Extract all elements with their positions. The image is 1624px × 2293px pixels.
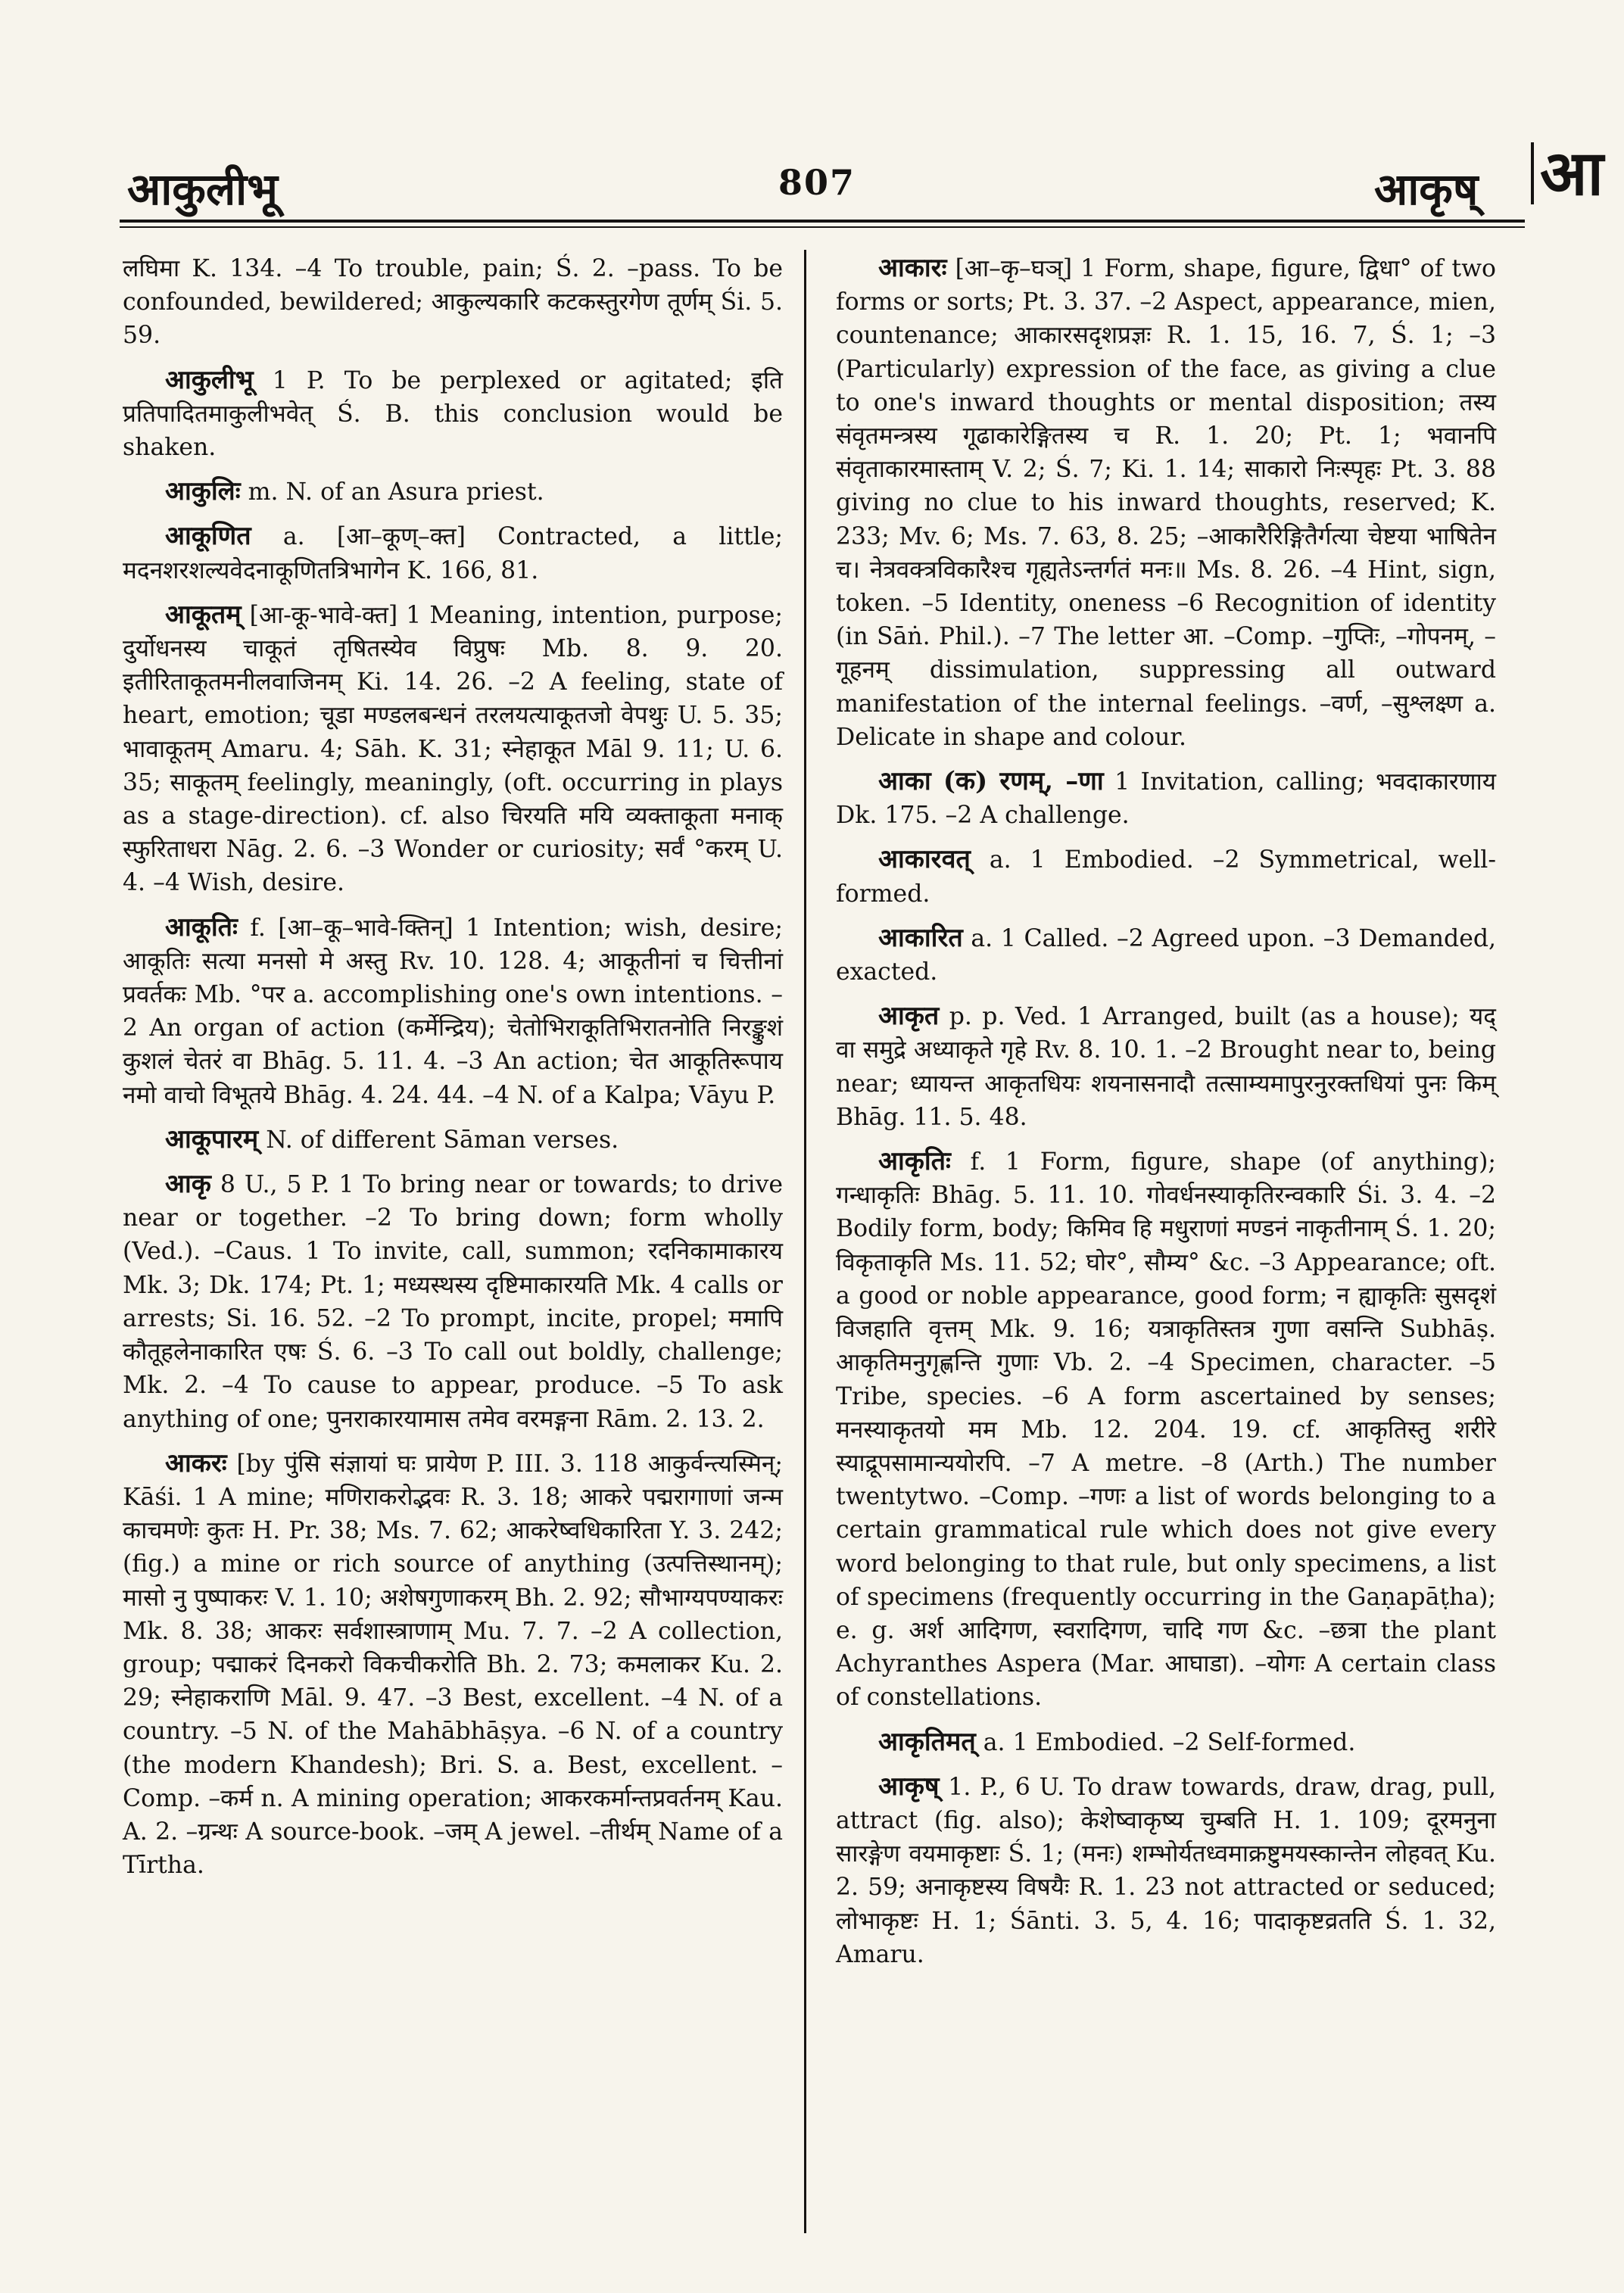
entry-headword: आकरः — [165, 1447, 227, 1478]
dictionary-entry — [123, 363, 783, 465]
dictionary-entry — [123, 1447, 783, 1883]
header-rule-thick — [120, 220, 1525, 223]
entry-text: [by पुंसि संज्ञायां घः प्रायेण P. III. 3. 118 आकुर्वन्त्यस्मिन्; Kāśi. 1 A mine; मणिराकरोद्भवः R. 3. 18; आकरे पद्मरागाणां जन्म काचमणेः कुतः H. Pr. 38; Ms. 7. 62; आकरेष्वधिकारिता Y. 3. 242; (fig.) a mine or rich source of anything (उत्पत्तिस्थानम्); मासो नु पुष्पाकरः V. 1. 10; अशेषगुणाकरम् Bh. 2. 92; सौभाग्यपण्याकरः Mk. 8. 38; आकरः सर्वशास्त्राणाम् Mu. 7. 7. –2 A collection, group; पद्माकरं दिनकरो विकचीकरोति Bh. 2. 73; कमलाकर Ku. 2. 29; स्नेहाकराणि Māl. 9. 47. –3 Best, excellent. –4 N. of a country. –5 N. of the Mahābhāṣya. –6 N. of a country (the modern Khandesh); Bri. S. a. Best, excellent. –Comp. –कर्म n. A mining operation; आकरकर्मान्तप्रवर्तनम् Kau. A. 2. –ग्रन्थः A source-book. –जम् A jewel. –तीर्थम् Name of a Tīrtha. — [123, 1450, 784, 1880]
entry-text: a. 1 Embodied. –2 Self-formed. — [983, 1728, 1356, 1756]
dictionary-entry — [836, 999, 1496, 1134]
entry-headword: आकृष् — [878, 1771, 940, 1802]
page-header — [0, 0, 1624, 227]
dictionary-entry — [123, 911, 783, 1112]
entry-headword: आकृ — [165, 1169, 211, 1200]
right-running-headword: आकृष् — [1374, 164, 1479, 215]
entry-headword: आकारः — [878, 253, 947, 283]
column-divider — [804, 250, 806, 2233]
entry-text: f. [आ–कू–भावे-क्तिन्] 1 Intention; wish, desire; आकूतिः सत्या मनसो मे अस्तु Rv. 10. 128. 4; आकूतीनां च चित्तीनां प्रवर्तकः Mb. °पर a. accomplishing one's own intentions. –2 An organ of action (कर्मेन्द्रिय); चेतोभिराकूतिभिरातनोति निरङ्कुशं कुशलं चेतरं वा Bhāg. 5. 11. 4. –3 An action; चेत आकूतिरूपाय नमो वाचो विभूतये Bhāg. 4. 24. 44. –4 N. of a Kalpa; Vāyu P. — [123, 914, 783, 1109]
entry-headword: आकूतम् — [165, 599, 242, 630]
entry-text: p. p. Ved. 1 Arranged, built (as a house); यद् वा समुद्रे अध्याकृते गृहे Rv. 8. 10. 1. –2 Brought near to, being near; ध्यायन्त आकृतधियः शयनासनादौ तत्साम्यमापुरनुरक्तधियां पुनः किम् Bhāg. 11. 5. 48. — [836, 1003, 1497, 1131]
entry-text: 1 P. To be perplexed or agitated; इति प्रतिपादितमाकुलीभवेत् Ś. B. this conclusion would be shaken. — [123, 366, 783, 462]
entry-headword: आकृतिमत् — [878, 1726, 976, 1757]
entry-text: a. 1 Embodied. –2 Symmetrical, well-formed. — [836, 846, 1496, 908]
entry-text: 8 U., 5 P. 1 To bring near or towards; to drive near or together. –2 To bring down; form wholly (Ved.). –Caus. 1 To invite, call, summon; रदनिकामाकारय Mk. 3; Dk. 174; Pt. 1; मध्यस्थस्य दृष्टिमाकारयति Mk. 4 calls or arrests; Si. 16. 52. –2 To prompt, incite, propel; ममापि कौतूहलेनाकारित एषः Ś. 6. –3 To call out boldly, challenge; Mk. 2. –4 To cause to appear, produce. –5 To ask anything of one; पुनराकारयामास तमेव वरमङ्गना Rām. 2. 13. 2. — [123, 1171, 784, 1433]
entry-text: f. 1 Form, figure, shape (of anything); गन्धाकृतिः Bhāg. 5. 11. 10. गोवर्धनस्याकृतिरन्वकारि Śi. 3. 4. –2 Bodily form, body; किमिव हि मधुराणां मण्डनं नाकृतीनाम् Ś. 1. 20; विकृताकृति Ms. 11. 52; घोर°, सौम्य° &c. –3 Appearance; oft. a good or noble appearance, good form; न ह्याकृतिः सुसदृशं विजहाति वृत्तम् Mk. 9. 16; यत्राकृतिस्तत्र गुणा वसन्ति Subhāṣ. आकृतिमनुगृह्णन्ति गुणाः Vb. 2. –4 Specimen, character. –5 Tribe, species. –6 A form ascertained by senses; मनस्याकृतयो मम Mb. 12. 204. 19. cf. आकृतिस्तु शरीरे स्याद्रूपसामान्ययोरपि. –7 A metre. –8 (Arth.) The number twentytwo. –Comp. –गणः a list of words belonging to a certain grammatical rule which does not give every word belonging to that rule, but only specimens, a list of specimens (frequently occurring in the Gaṇapāṭha); e. g. अर्श आदिगण, स्वरादिगण, चादि गण &c. –छत्रा the plant Achyranthes Aspera (Mar. आघाडा). –योगः A certain class of constellations. — [836, 1148, 1496, 1712]
dictionary-entry — [123, 251, 783, 353]
entry-text: m. N. of an Asura priest. — [248, 478, 544, 506]
dictionary-entry — [123, 475, 783, 509]
entry-text: a. 1 Called. –2 Agreed upon. –3 Demanded, exacted. — [836, 924, 1497, 986]
dictionary-entry — [836, 1145, 1496, 1714]
entry-headword: आका (क) रणम्, –णा — [878, 766, 1104, 797]
entry-headword: आकारवत् — [878, 844, 971, 875]
entry-headword: आकृत — [878, 1001, 940, 1032]
dictionary-entry — [836, 251, 1496, 754]
entry-headword: आकूतिः — [165, 911, 238, 942]
entry-headword: आकुलिः — [165, 476, 241, 507]
left-running-headword: आकुलीभू — [127, 164, 278, 215]
dictionary-entry — [836, 1725, 1496, 1759]
entry-headword: आकूणित — [165, 521, 251, 552]
dictionary-entry — [836, 843, 1496, 910]
entry-text: 1. P., 6 U. To draw towards, draw, drag, pull, attract (fig. also); केशेष्वाकृष्य चुम्बति H. 1. 109; दूरमनुना सारङ्गेण वयमाकृष्टाः Ś. 1; (मनः) शम्भोर्यतध्वमाक्रष्टुमयस्कान्तेन लोहवत् Ku. 2. 59; अनाकृष्टस्य विषयैः R. 1. 23 not attracted or seduced; लोभाकृष्टः H. 1; Śānti. 3. 5, 4. 16; पादाकृष्टव्रतति Ś. 1. 32, Amaru. — [836, 1773, 1497, 1968]
thumb-index-letter: आ — [1531, 142, 1604, 204]
dictionary-entry — [836, 921, 1496, 989]
entry-text: a. [आ–कूण्–क्त] Contracted, a little; मदनशरशल्यवेदनाकूणितत्रिभागेन K. 166, 81. — [123, 523, 784, 584]
entry-headword: आकारित — [878, 922, 963, 953]
page-number: 807 — [778, 162, 856, 203]
dictionary-entry — [836, 1770, 1496, 1971]
right-column — [836, 251, 1496, 1982]
entry-headword: आकृतिः — [878, 1146, 951, 1177]
dictionary-entry — [123, 598, 783, 900]
entry-text: लघिमा K. 134. –4 To trouble, pain; Ś. 2. –pass. To be confounded, bewildered; आकुल्यकारि कटकस्तुरगेण तूर्णम् Śi. 5. 59. — [123, 255, 783, 350]
entry-text: [आ–कृ–घञ्] 1 Form, shape, figure, द्विधा° of two forms or sorts; Pt. 3. 37. –2 Aspect, appearance, mien, countenance; आकारसदृशप्रज्ञः R. 1. 15, 16. 7, Ś. 1; –3 (Particularly) expression of the face, as giving a clue to one's inward thoughts or mental disposition; तस्य संवृतमन्त्रस्य गूढाकारेङ्गितस्य च R. 1. 20; Pt. 1; भवानपि संवृताकारमास्ताम् V. 2; Ś. 7; Ki. 1. 14; साकारो निःस्पृहः Pt. 3. 88 giving no clue to his inward thoughts, reserved; K. 233; Mv. 6; Ms. 7. 63, 8. 25; –आकारैरिङ्गितैर्गत्या चेष्टया भाषितेन च। नेत्रवक्त्रविकारैश्च गृह्यतेऽन्तर्गतं मनः॥ Ms. 8. 26. –4 Hint, sign, token. –5 Identity, oneness –6 Recognition of identity (in Sāṅ. Phil.). –7 The letter आ. –Comp. –गुप्तिः, –गोपनम्, –गूहनम् dissimulation, suppressing all outward manifestation of the internal feelings. –वर्ण, –सुश्लक्ष्ण a. Delicate in shape and colour. — [836, 255, 1496, 751]
entry-text: N. of different Sāman verses. — [266, 1126, 619, 1154]
entry-text: [आ-कू-भावे-क्त] 1 Meaning, intention, purpose; दुर्योधनस्य चाकूतं तृषितस्येव विप्रुषः Mb. 8. 9. 20. इतीरिताकूतमनीलवाजिनम् Ki. 14. 26. –2 A feeling, state of heart, emotion; चूडा मण्डलबन्धनं तरलयत्याकूतजो वेपथुः U. 5. 35; भावाकूतम् Amaru. 4; Sāh. K. 31; स्नेहाकूत Māl 9. 11; U. 6. 35; साकूतम् feelingly, meaningly, (oft. occurring in plays as a stage-direction). cf. also चिरयति मयि व्यक्ताकूता मनाक् स्फुरिताधरा Nāg. 2. 6. –3 Wonder or curiosity; सर्वं °करम् U. 4. –4 Wish, desire. — [123, 601, 784, 897]
entry-headword: आकुलीभू — [165, 364, 254, 395]
dictionary-entry — [123, 1123, 783, 1157]
dictionary-entry — [836, 765, 1496, 832]
left-column — [123, 251, 783, 1893]
entry-text: 1 Invitation, calling; भवदाकारणाय Dk. 175. –2 A challenge. — [836, 768, 1497, 830]
dictionary-entry — [123, 519, 783, 587]
header-rule-thin — [120, 226, 1525, 228]
entry-headword: आकूपारम् — [165, 1123, 259, 1154]
dictionary-entry — [123, 1167, 783, 1436]
